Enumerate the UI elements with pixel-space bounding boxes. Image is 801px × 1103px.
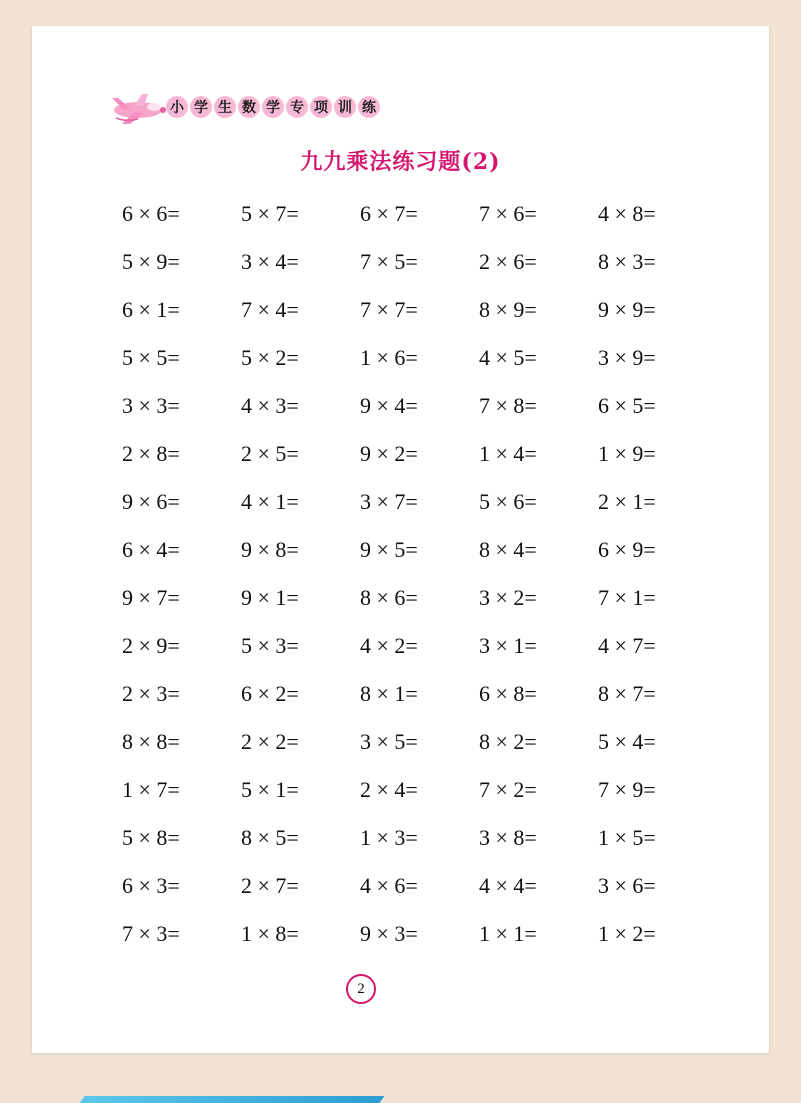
problem-cell: 6 × 5= (598, 393, 656, 418)
problem-cell: 8 × 1= (360, 681, 418, 706)
problem-cell: 8 × 7= (598, 681, 656, 706)
series-char: 数 (238, 96, 260, 118)
series-title (166, 96, 382, 118)
problem-cell: 6 × 3= (122, 873, 180, 898)
problem-cell: 8 × 6= (360, 585, 418, 610)
problem-cell: 9 × 6= (122, 489, 180, 514)
series-header (108, 86, 508, 130)
problem-cell: 2 × 2= (241, 729, 299, 754)
problem-cell: 7 × 9= (598, 777, 656, 802)
problem-cell: 4 × 8= (598, 201, 656, 226)
problem-cell: 1 × 2= (598, 921, 656, 946)
airplane-icon (108, 88, 170, 128)
problem-cell: 2 × 7= (241, 873, 299, 898)
problem-cell: 4 × 7= (598, 633, 656, 658)
problem-cell: 5 × 3= (241, 633, 299, 658)
problem-cell: 7 × 7= (360, 297, 418, 322)
problem-cell: 7 × 8= (479, 393, 537, 418)
problem-cell: 7 × 4= (241, 297, 299, 322)
problem-cell: 1 × 4= (479, 441, 537, 466)
problem-cell: 6 × 2= (241, 681, 299, 706)
problem-cell: 2 × 9= (122, 633, 180, 658)
problem-cell: 3 × 3= (122, 393, 180, 418)
problem-cell: 5 × 5= (122, 345, 180, 370)
problem-cell: 1 × 6= (360, 345, 418, 370)
problem-cell: 3 × 9= (598, 345, 656, 370)
problem-cell: 4 × 2= (360, 633, 418, 658)
problem-cell: 2 × 1= (598, 489, 656, 514)
series-char: 小 (166, 96, 188, 118)
series-char: 专 (286, 96, 308, 118)
next-sheet-edge (80, 1096, 385, 1103)
series-char: 训 (334, 96, 356, 118)
problem-cell: 5 × 1= (241, 777, 299, 802)
problem-cell: 6 × 8= (479, 681, 537, 706)
series-char: 项 (310, 96, 332, 118)
problem-cell: 9 × 9= (598, 297, 656, 322)
problem-cell: 5 × 9= (122, 249, 180, 274)
problem-cell: 6 × 1= (122, 297, 180, 322)
problem-cell: 7 × 3= (122, 921, 180, 946)
problem-cell: 7 × 5= (360, 249, 418, 274)
series-char: 学 (262, 96, 284, 118)
problem-cell: 8 × 9= (479, 297, 537, 322)
problem-cell: 7 × 6= (479, 201, 537, 226)
page-number: 2 (346, 974, 376, 1004)
problem-cell: 8 × 8= (122, 729, 180, 754)
problem-cell: 5 × 4= (598, 729, 656, 754)
worksheet-title: 九九乘法练习题(2) (300, 149, 501, 175)
problem-cell: 4 × 4= (479, 873, 537, 898)
problem-cell: 7 × 1= (598, 585, 656, 610)
problem-cell: 8 × 2= (479, 729, 537, 754)
problem-cell: 4 × 1= (241, 489, 299, 514)
problem-cell: 3 × 7= (360, 489, 418, 514)
worksheet-page (32, 26, 769, 1053)
problem-cell: 9 × 5= (360, 537, 418, 562)
problem-cell: 6 × 6= (122, 201, 180, 226)
problem-cell: 3 × 1= (479, 633, 537, 658)
problem-cell: 4 × 5= (479, 345, 537, 370)
problem-cell: 9 × 7= (122, 585, 180, 610)
problem-cell: 3 × 8= (479, 825, 537, 850)
problem-cell: 9 × 2= (360, 441, 418, 466)
problem-cell: 5 × 8= (122, 825, 180, 850)
problem-cell: 1 × 7= (122, 777, 180, 802)
problem-cell: 4 × 6= (360, 873, 418, 898)
problem-cell: 3 × 2= (479, 585, 537, 610)
problem-cell: 3 × 5= (360, 729, 418, 754)
problem-cell: 3 × 4= (241, 249, 299, 274)
problem-cell: 9 × 8= (241, 537, 299, 562)
problem-cell: 2 × 3= (122, 681, 180, 706)
problem-cell: 2 × 6= (479, 249, 537, 274)
problem-cell: 6 × 9= (598, 537, 656, 562)
series-char: 生 (214, 96, 236, 118)
problem-cell: 6 × 7= (360, 201, 418, 226)
series-char: 学 (190, 96, 212, 118)
problem-cell: 9 × 4= (360, 393, 418, 418)
problem-cell: 5 × 6= (479, 489, 537, 514)
problem-cell: 3 × 6= (598, 873, 656, 898)
problem-cell: 5 × 7= (241, 201, 299, 226)
series-char: 练 (358, 96, 380, 118)
problem-cell: 8 × 3= (598, 249, 656, 274)
problem-cell: 9 × 1= (241, 585, 299, 610)
problem-cell: 4 × 3= (241, 393, 299, 418)
problem-cell: 1 × 9= (598, 441, 656, 466)
problem-cell: 2 × 5= (241, 441, 299, 466)
problem-cell: 8 × 5= (241, 825, 299, 850)
problem-cell: 1 × 1= (479, 921, 537, 946)
problem-cell: 2 × 4= (360, 777, 418, 802)
problem-cell: 2 × 8= (122, 441, 180, 466)
problem-cell: 8 × 4= (479, 537, 537, 562)
problem-cell: 1 × 5= (598, 825, 656, 850)
problem-cell: 6 × 4= (122, 537, 180, 562)
problem-cell: 9 × 3= (360, 921, 418, 946)
problem-grid (122, 196, 717, 964)
problem-cell: 1 × 3= (360, 825, 418, 850)
problem-cell: 7 × 2= (479, 777, 537, 802)
problem-cell: 5 × 2= (241, 345, 299, 370)
problem-cell: 1 × 8= (241, 921, 299, 946)
